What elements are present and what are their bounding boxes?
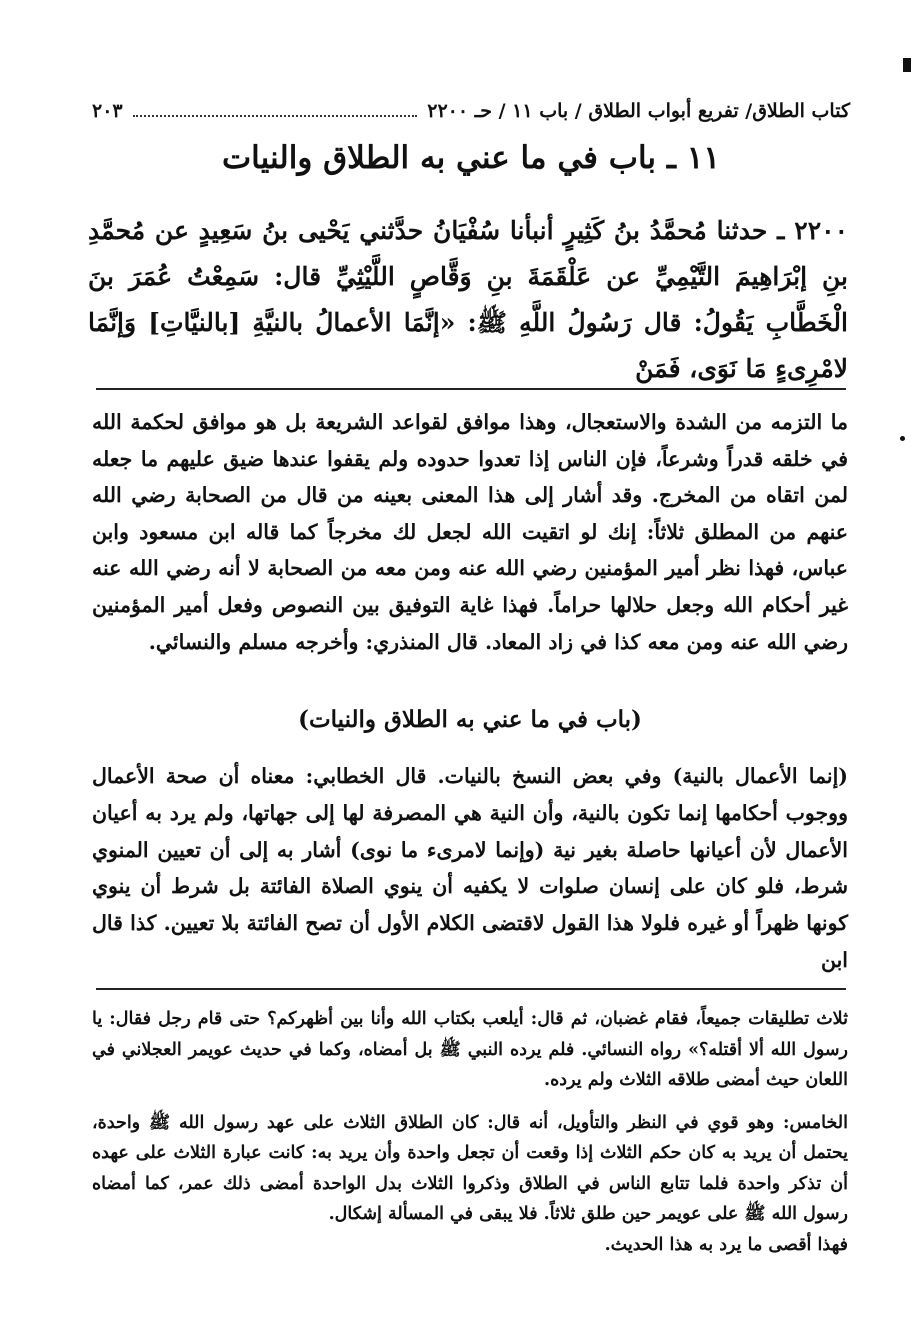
header-page-number: ٢٠٣ bbox=[92, 100, 123, 122]
header-dot-leader bbox=[133, 105, 418, 117]
footnote-block bbox=[92, 1004, 848, 1260]
section-divider-footnote bbox=[96, 988, 846, 990]
footnote-paragraph: الخامس: وهو قوي في النظر والتأويل، أنه قال: كان الطلاق الثلاث على عهد رسول الله ﷺ واحدة، يحتمل أن يريد به كان حكم الثلاث إذا وقعت أن تجعل واحدة وأن يريد به: كانت عبارة الثلاث على عهده أن تذكر واحدة فلما تتابع الناس في الطلاق وذكروا الثلاث بدل الواحدة أمضى ذلك عمر، كما أمضاه رسول الله ﷺ على عويمر حين طلق ثلاثاً. فلا يبقى في المسألة إشكال. bbox=[92, 1112, 848, 1224]
commentary-block bbox=[92, 404, 848, 660]
footnote-paragraph: فهذا أقصى ما يرد به هذا الحديث. bbox=[604, 1234, 848, 1255]
running-header bbox=[92, 94, 850, 128]
footnote-paragraph: ثلاث تطليقات جميعاً، فقام غضبان، ثم قال: أيلعب بكتاب الله وأنا بين أظهركم؟ حتى قام رجل فقال: يا رسول الله ألا أقتله؟» رواه النسائي. فلم يرده النبي ﷺ بل أمضاه، وكما في حديث عويمر العجلاني في اللعان حيث أمضى طلاقه الثلاث ولم يرده. bbox=[92, 1009, 848, 1090]
chapter-title: ١١ ـ باب في ما عني به الطلاق والنيات bbox=[221, 140, 721, 176]
scan-ink-dot bbox=[900, 436, 905, 441]
scan-ink-mark bbox=[903, 58, 911, 72]
commentary-paragraph: ما التزمه من الشدة والاستعجال، وهذا موافق لقواعد الشريعة بل هو موافق لحكمة الله في خلقه قدراً وشرعاً، فإن الناس إذا تعدوا حدوده ولم يقفوا عندها ضيق عليهم ما جعله لمن اتقاه من المخرج. وقد أشار إلى هذا المعنى بعينه من قال من الصحابة رضي الله عنهم من المطلق ثلاثاً: إنك لو اتقيت الله لجعل لك مخرجاً كما قاله ابن مسعود وابن عباس، فهذا نظر أمير المؤمنين رضي الله عنه ومن معه من الصحابة لا أنه رضي الله عنه غير أحكام الله وجعل حلالها حراماً. فهذا غاية التوفيق بين النصوص وفعل أمير المؤمنين رضي الله عنه ومن معه كذا في زاد المعاد. قال المنذري: وأخرجه مسلم والنسائي. bbox=[92, 410, 848, 654]
commentary-paragraph: (إنما الأعمال بالنية) وفي بعض النسخ بالنيات. قال الخطابي: معناه أن صحة الأعمال ووجوب أحكامها إنما تكون بالنية، وأن النية هي المصرفة لها إلى جهاتها، ولم يرد به أعيان الأعمال لأن أعيانها حاصلة بغير نية (وإنما لامرىء ما نوى) أشار به إلى أن تعيين المنوي شرط، فلو كان على إنسان صلوات لا يكفيه أن ينوي الصلاة الفائتة بل شرط أن ينوي كونها ظهراً أو غيره فلولا هذا القول لاقتضى الكلام الأول أن تصح الفائتة بلا تعيين. كذا قال ابن bbox=[92, 764, 848, 972]
header-book-title: كتاب الطلاق/ تفريع أبواب الطلاق / باب ١١ / حـ ٢٢٠٠ bbox=[427, 100, 850, 122]
commentary-block-2 bbox=[92, 758, 848, 979]
section-divider-top bbox=[96, 388, 846, 390]
sub-heading: (باب في ما عني به الطلاق والنيات) bbox=[298, 706, 642, 733]
hadith-text: ٢٢٠٠ ـ حدثنا مُحمَّدُ بنُ كَثِيرٍ أنبأنا سُفْيَانُ حدَّثني يَحْيى بنُ سَعِيدٍ عن مُحمَّدِ بنِ إبْرَاهِيمَ التَّيْمِيِّ عن عَلْقَمَةَ بنِ وَقَّاصٍ اللَّيْثِيِّ قال: سَمِعْتُ عُمَرَ بنَ الْخَطَّابِ يَقُولُ: قال رَسُولُ اللَّهِ ﷺ: «إنَّمَا الأعمالُ بالنيَّةِ [بالنيَّاتِ] وَإنَّمَا لامْرِىءٍ مَا نَوَى، فَمَنْ bbox=[88, 216, 848, 383]
